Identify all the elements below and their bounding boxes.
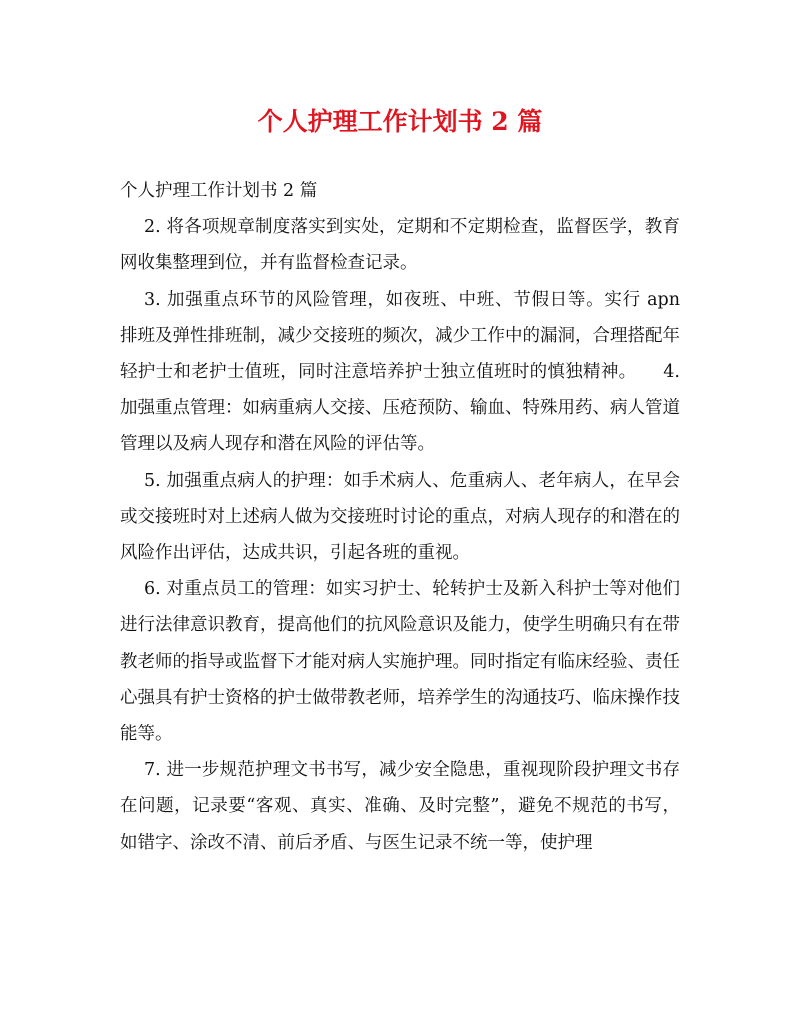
document-title: 个人护理工作计划书 2 篇 bbox=[257, 107, 543, 136]
document-subtitle: 个人护理工作计划书 2 篇 bbox=[120, 181, 318, 201]
paragraph-item-6: 6. 对重点员工的管理：如实习护士、轮转护士及新入科护士等对他们进行法律意识教育，提高他们的抗风险意识及能力，使学生明确只有在带教老师的指导或监督下才能对病人实施护理。同时指定有临床经验、责任心强具有护士资格的护士做带教老师，培养学生的沟通技巧、临床操作技能等。 bbox=[120, 579, 680, 745]
paragraph-item-5: 5. 加强重点病人的护理：如手术病人、危重病人、老年病人，在早会或交接班时对上述病人做为交接班时讨论的重点，对病人现存的和潜在的风险作出评估，达成共识，引起各班的重视。 bbox=[120, 470, 680, 564]
paragraph-item-2: 2. 将各项规章制度落实到实处，定期和不定期检查，监督医学，教育网收集整理到位，并有监督检查记录。 bbox=[120, 217, 680, 274]
paragraph-item-3-4: 3. 加强重点环节的风险管理，如夜班、中班、节假日等。实行 apn 排班及弹性排班制，减少交接班的频次，减少工作中的漏洞，合理搭配年轻护士和老护士值班，同时注意培养护士独立值班时的慎独精神。 4. 加强重点管理：如病重病人交接、压疮预防、输血、特殊用药、病人管道管理以及病人现存和潜在风险的评估等。 bbox=[120, 289, 680, 455]
paragraph-item-7: 7. 进一步规范护理文书书写，减少安全隐患，重视现阶段护理文书存在问题，记录要“客观、真实、准确、及时完整”，避免不规范的书写，如错字、涂改不清、前后矛盾、与医生记录不统一等，使护理 bbox=[120, 760, 680, 853]
document-body bbox=[120, 173, 680, 861]
